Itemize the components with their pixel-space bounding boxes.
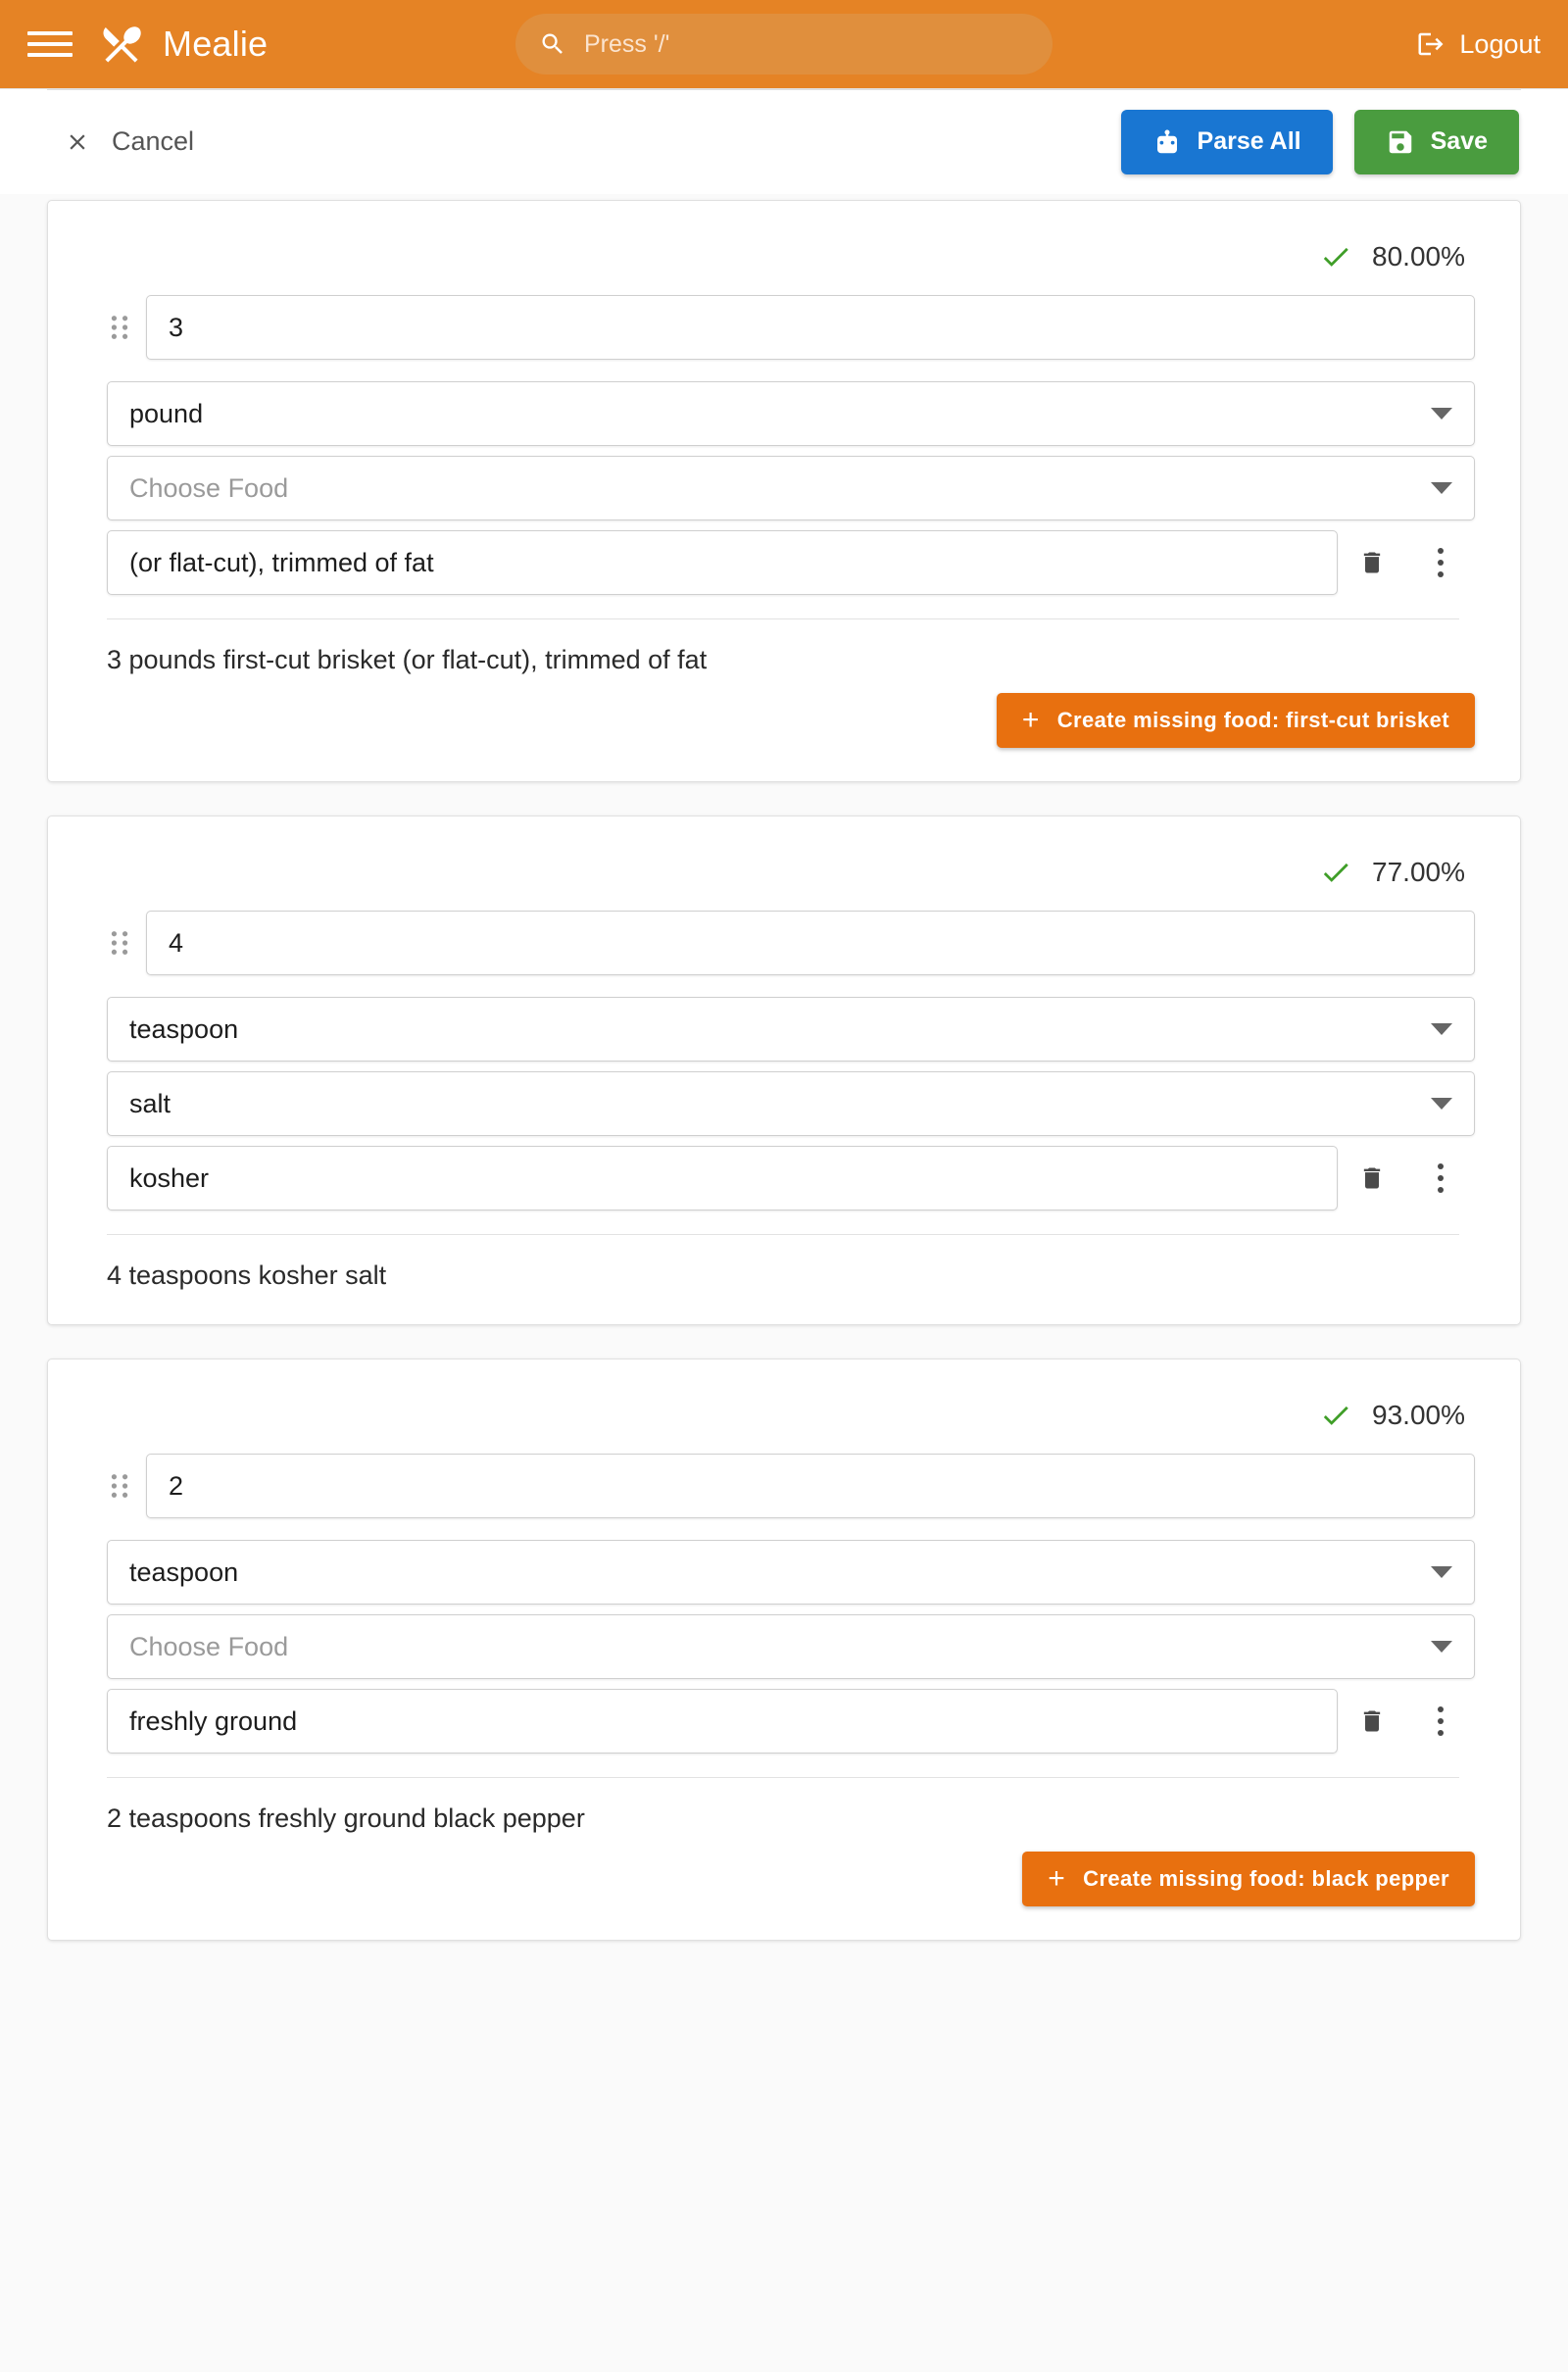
food-select[interactable] [107,456,1475,520]
trash-icon [1358,1162,1386,1194]
chevron-down-icon [1431,1641,1452,1653]
drag-handle-icon[interactable] [93,315,146,340]
logout-button[interactable] [1416,29,1541,60]
quantity-row [93,283,1475,371]
drag-dots-icon [109,930,130,956]
unit-row [93,1540,1475,1605]
drag-handle-icon[interactable] [93,1473,146,1499]
chevron-down-icon [1431,482,1452,494]
food-value: Choose Food [129,472,289,503]
drag-handle-icon[interactable] [93,930,146,956]
confidence-value: 77.00% [1372,857,1465,887]
ingredient-menu-button[interactable] [1406,1689,1475,1754]
note-row [93,1689,1475,1754]
unit-row [93,997,1475,1062]
ingredient-card [47,200,1521,782]
toolbar-actions [1121,110,1519,174]
ingredient-menu-button[interactable] [1406,530,1475,595]
plus-icon: + [1048,1862,1066,1895]
chevron-down-icon [1431,1098,1452,1110]
unit-row [93,381,1475,446]
more-vert-icon [1438,548,1444,577]
unit-select[interactable] [107,1540,1475,1605]
quantity-input[interactable]: 4 [146,911,1475,975]
hamburger-icon[interactable] [27,22,73,67]
quantity-input[interactable]: 3 [146,295,1475,360]
drag-dots-icon [109,1473,130,1499]
quantity-input[interactable]: 2 [146,1454,1475,1518]
create-missing-row [93,675,1475,748]
app-header [0,0,1568,88]
ingredient-summary: 3 pounds first-cut brisket (or flat-cut), trimmed of fat [107,645,708,674]
ingredient-menu-button[interactable] [1406,1146,1475,1211]
brand[interactable] [98,21,268,68]
confidence-row [93,1377,1475,1442]
unit-select[interactable] [107,997,1475,1062]
trash-icon [1358,1705,1386,1737]
parse-all-button[interactable] [1121,110,1333,174]
food-value: Choose Food [129,1631,289,1661]
parse-all-label: Parse All [1197,127,1301,155]
food-select[interactable] [107,1614,1475,1679]
note-row [93,530,1475,595]
ingredient-card [47,815,1521,1325]
confidence-value: 93.00% [1372,1400,1465,1430]
confidence-row [93,834,1475,899]
unit-select[interactable] [107,381,1475,446]
delete-ingredient-button[interactable] [1338,1689,1406,1754]
delete-ingredient-button[interactable] [1338,1146,1406,1211]
check-icon [1319,1399,1352,1432]
plus-icon: + [1021,704,1040,736]
note-input[interactable]: (or flat-cut), trimmed of fat [107,530,1338,595]
more-vert-icon [1438,1163,1444,1193]
create-missing-food-button[interactable] [1022,1852,1475,1906]
chevron-down-icon [1431,1566,1452,1578]
more-vert-icon [1438,1706,1444,1736]
search-icon [539,30,566,58]
unit-value: pound [129,398,204,428]
check-icon [1319,240,1352,273]
robot-icon [1152,127,1182,157]
unit-value: teaspoon [129,1013,239,1044]
trash-icon [1358,547,1386,578]
note-input[interactable]: kosher [107,1146,1338,1211]
unit-value: teaspoon [129,1557,239,1587]
note-input[interactable]: freshly ground [107,1689,1338,1754]
delete-ingredient-button[interactable] [1338,530,1406,595]
create-missing-row [93,1834,1475,1906]
ingredient-list [0,194,1568,1941]
chevron-down-icon [1431,408,1452,420]
food-value: salt [129,1088,172,1118]
food-row [93,456,1475,520]
food-row [93,1614,1475,1679]
chevron-down-icon [1431,1023,1452,1035]
confidence-row [93,219,1475,283]
logout-icon [1416,29,1446,59]
create-missing-food-button[interactable] [997,693,1475,748]
quantity-row [93,899,1475,987]
save-label: Save [1430,127,1488,155]
check-icon [1319,856,1352,889]
ingredient-summary: 4 teaspoons kosher salt [107,1260,387,1290]
save-button[interactable] [1354,110,1519,174]
create-missing-food-label: Create missing food: first-cut brisket [1056,708,1449,732]
drag-dots-icon [109,315,130,340]
quantity-row [93,1442,1475,1530]
mealie-logo-icon [98,21,145,68]
close-icon [65,129,90,155]
note-row [93,1146,1475,1211]
ingredient-card [47,1359,1521,1941]
search-input[interactable] [582,29,1029,60]
logout-label: Logout [1459,28,1541,59]
save-icon [1386,127,1415,157]
cancel-button[interactable] [65,126,194,157]
cancel-label: Cancel [112,126,195,156]
editor-toolbar [0,88,1568,194]
food-select[interactable] [107,1071,1475,1136]
search-box[interactable] [515,14,1053,74]
create-missing-food-label: Create missing food: black pepper [1083,1866,1449,1891]
ingredient-summary: 2 teaspoons freshly ground black pepper [107,1804,585,1833]
brand-title: Mealie [163,24,269,64]
confidence-value: 80.00% [1372,241,1465,272]
food-row [93,1071,1475,1136]
